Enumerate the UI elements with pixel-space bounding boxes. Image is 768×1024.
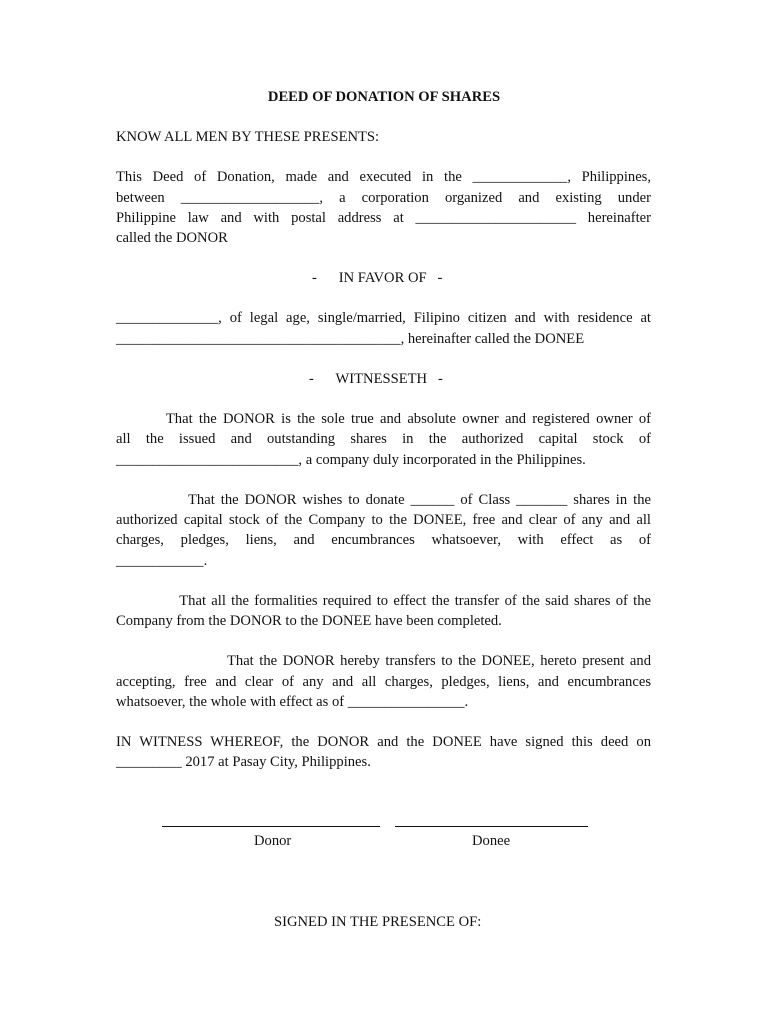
para5-line-2: Company from the DONOR to the DONEE have been completed. bbox=[116, 613, 502, 629]
donor-label: Donor bbox=[254, 833, 292, 849]
para6-line-1: That the DONOR hereby transfers to the DONEE, hereto present and bbox=[116, 653, 651, 669]
para6-line-3: whatsoever, the whole with effect as of ________________. bbox=[116, 694, 469, 710]
para3-line-3: _________________________, a company duly incorporated in the Philippines. bbox=[116, 452, 586, 468]
para7-line-1: IN WITNESS WHEREOF, the DONOR and the DONEE have signed this deed on bbox=[116, 734, 651, 750]
donee-signature-line bbox=[395, 826, 588, 827]
para4-line-4: ____________. bbox=[116, 553, 208, 569]
para3-line-1: That the DONOR is the sole true and absolute owner and registered owner of bbox=[116, 411, 651, 427]
donor-signature-line bbox=[162, 826, 380, 827]
para1-line-3: Philippine law and with postal address at ______________________ hereinafter bbox=[116, 210, 651, 226]
donee-label: Donee bbox=[472, 833, 511, 849]
para6-line-2: accepting, free and clear of any and all charges, pledges, liens, and encumbrances bbox=[116, 674, 651, 690]
para2-line-1: ______________, of legal age, single/married, Filipino citizen and with residence at bbox=[116, 310, 651, 326]
in-favor-of-heading: - IN FAVOR OF - bbox=[312, 270, 443, 286]
para3-line-2: all the issued and outstanding shares in the authorized capital stock of bbox=[116, 431, 651, 447]
witnesseth-heading: - WITNESSETH - bbox=[309, 371, 443, 387]
para1-line-4: called the DONOR bbox=[116, 230, 228, 246]
para5-line-1: That all the formalities required to effect the transfer of the said shares of the bbox=[116, 593, 651, 609]
para4-line-3: charges, pledges, liens, and encumbrances whatsoever, with effect as of bbox=[116, 532, 651, 548]
para1-line-2: between ___________________, a corporation organized and existing under bbox=[116, 190, 651, 206]
document-title: DEED OF DONATION OF SHARES bbox=[267, 89, 501, 105]
para4-line-2: authorized capital stock of the Company to the DONEE, free and clear of any and all bbox=[116, 512, 651, 528]
para1-line-1: This Deed of Donation, made and executed in the _____________, Philippines, bbox=[116, 169, 651, 185]
salutation: KNOW ALL MEN BY THESE PRESENTS: bbox=[116, 129, 380, 145]
para4-line-1: That the DONOR wishes to donate ______ of Class _______ shares in the bbox=[116, 492, 651, 508]
para7-line-2: _________ 2017 at Pasay City, Philippines. bbox=[116, 754, 371, 770]
signed-in-presence-heading: SIGNED IN THE PRESENCE OF: bbox=[274, 914, 482, 930]
para2-line-2: _______________________________________, hereinafter called the DONEE bbox=[116, 331, 585, 347]
